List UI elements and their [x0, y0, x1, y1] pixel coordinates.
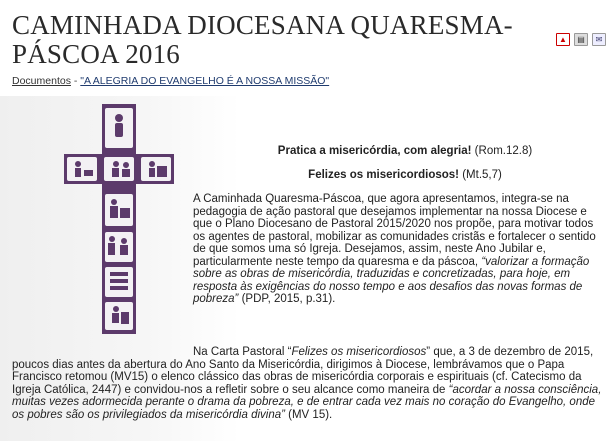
paragraph-1-quote: “valorizar a formação sobre as obras de misericórdia, traduzidas e concretizadas, para hoje, em resposta às exigências do nosso tempo e aos desafios das novas formas de pobreza”	[193, 255, 590, 305]
email-icon[interactable]: ✉	[592, 33, 606, 46]
paragraph-2-body: ” que, a 3 de dezembro de 2015, poucos dias antes da abertura do Ano Santo da Misericórdia, dirigimos à Diocese, lembrávamos que o Papa Francisco retomou (MV15) o elenco clássico das obras de misericórdia corporais e espirituais (cf. Catecismo da Igreja Católica, 2447) e convidou-nos a refletir sobre o seu alcance como maneira de	[12, 346, 594, 396]
paragraph-2-letter-title: Felizes os misericordiosos	[291, 346, 427, 358]
paragraph-1	[193, 193, 603, 306]
quote-line-1	[240, 145, 570, 158]
breadcrumb-current-link[interactable]: "A ALEGRIA DO EVANGELHO É A NOSSA MISSÃO"	[80, 75, 330, 87]
print-icon[interactable]: ▤	[574, 33, 588, 46]
page-title: CAMINHADA DIOCESANA QUARESMA-PÁSCOA 2016	[12, 10, 513, 69]
works-of-mercy-cross-image	[64, 104, 174, 334]
breadcrumb-separator: -	[70, 75, 81, 87]
pdf-icon[interactable]: ▲	[556, 33, 570, 46]
paragraph-1-ref: (PDP, 2015, p.31).	[238, 293, 336, 305]
paragraph-1-text: A Caminhada Quaresma-Páscoa, que agora apresentamos, integra-se na pedagogia de ação pastoral que desejamos implementar na nossa Diocese e que o Plano Diocesano de Pastoral 2015/2020 nos propõe, para motivar todos os agentes de pastoral, mobilizar as comunidades cristãs e fortalecer o sentido de que somos uma só Igreja. Desejamos, assim, neste Ano Jubilar e, particularmente neste tempo da quaresma e da páscoa,	[193, 193, 596, 268]
paragraph-2	[12, 346, 608, 421]
breadcrumb	[12, 75, 329, 87]
paragraph-2-start: Na Carta Pastoral “	[193, 346, 292, 358]
quote-line-2-ref: (Mt.5,7)	[459, 169, 502, 181]
quote-line-2-text: Felizes os misericordiosos!	[308, 169, 460, 181]
paragraph-2-ref: (MV 15).	[284, 408, 333, 421]
quote-line-1-ref: (Rom.12.8)	[471, 145, 533, 157]
paragraph-2-quote: “acordar a nossa consciência, muitas vezes adormecida perante o drama da pobreza, e de entrar cada vez mais no coração do Evangelho, onde os pobres são os privilegiados da misericórdia divina”	[12, 383, 602, 421]
breadcrumb-documentos-link[interactable]: Documentos	[12, 75, 71, 87]
article-tools	[556, 33, 606, 46]
quote-line-2	[240, 169, 570, 182]
quote-line-1-text: Pratica a misericórdia, com alegria!	[277, 145, 472, 157]
